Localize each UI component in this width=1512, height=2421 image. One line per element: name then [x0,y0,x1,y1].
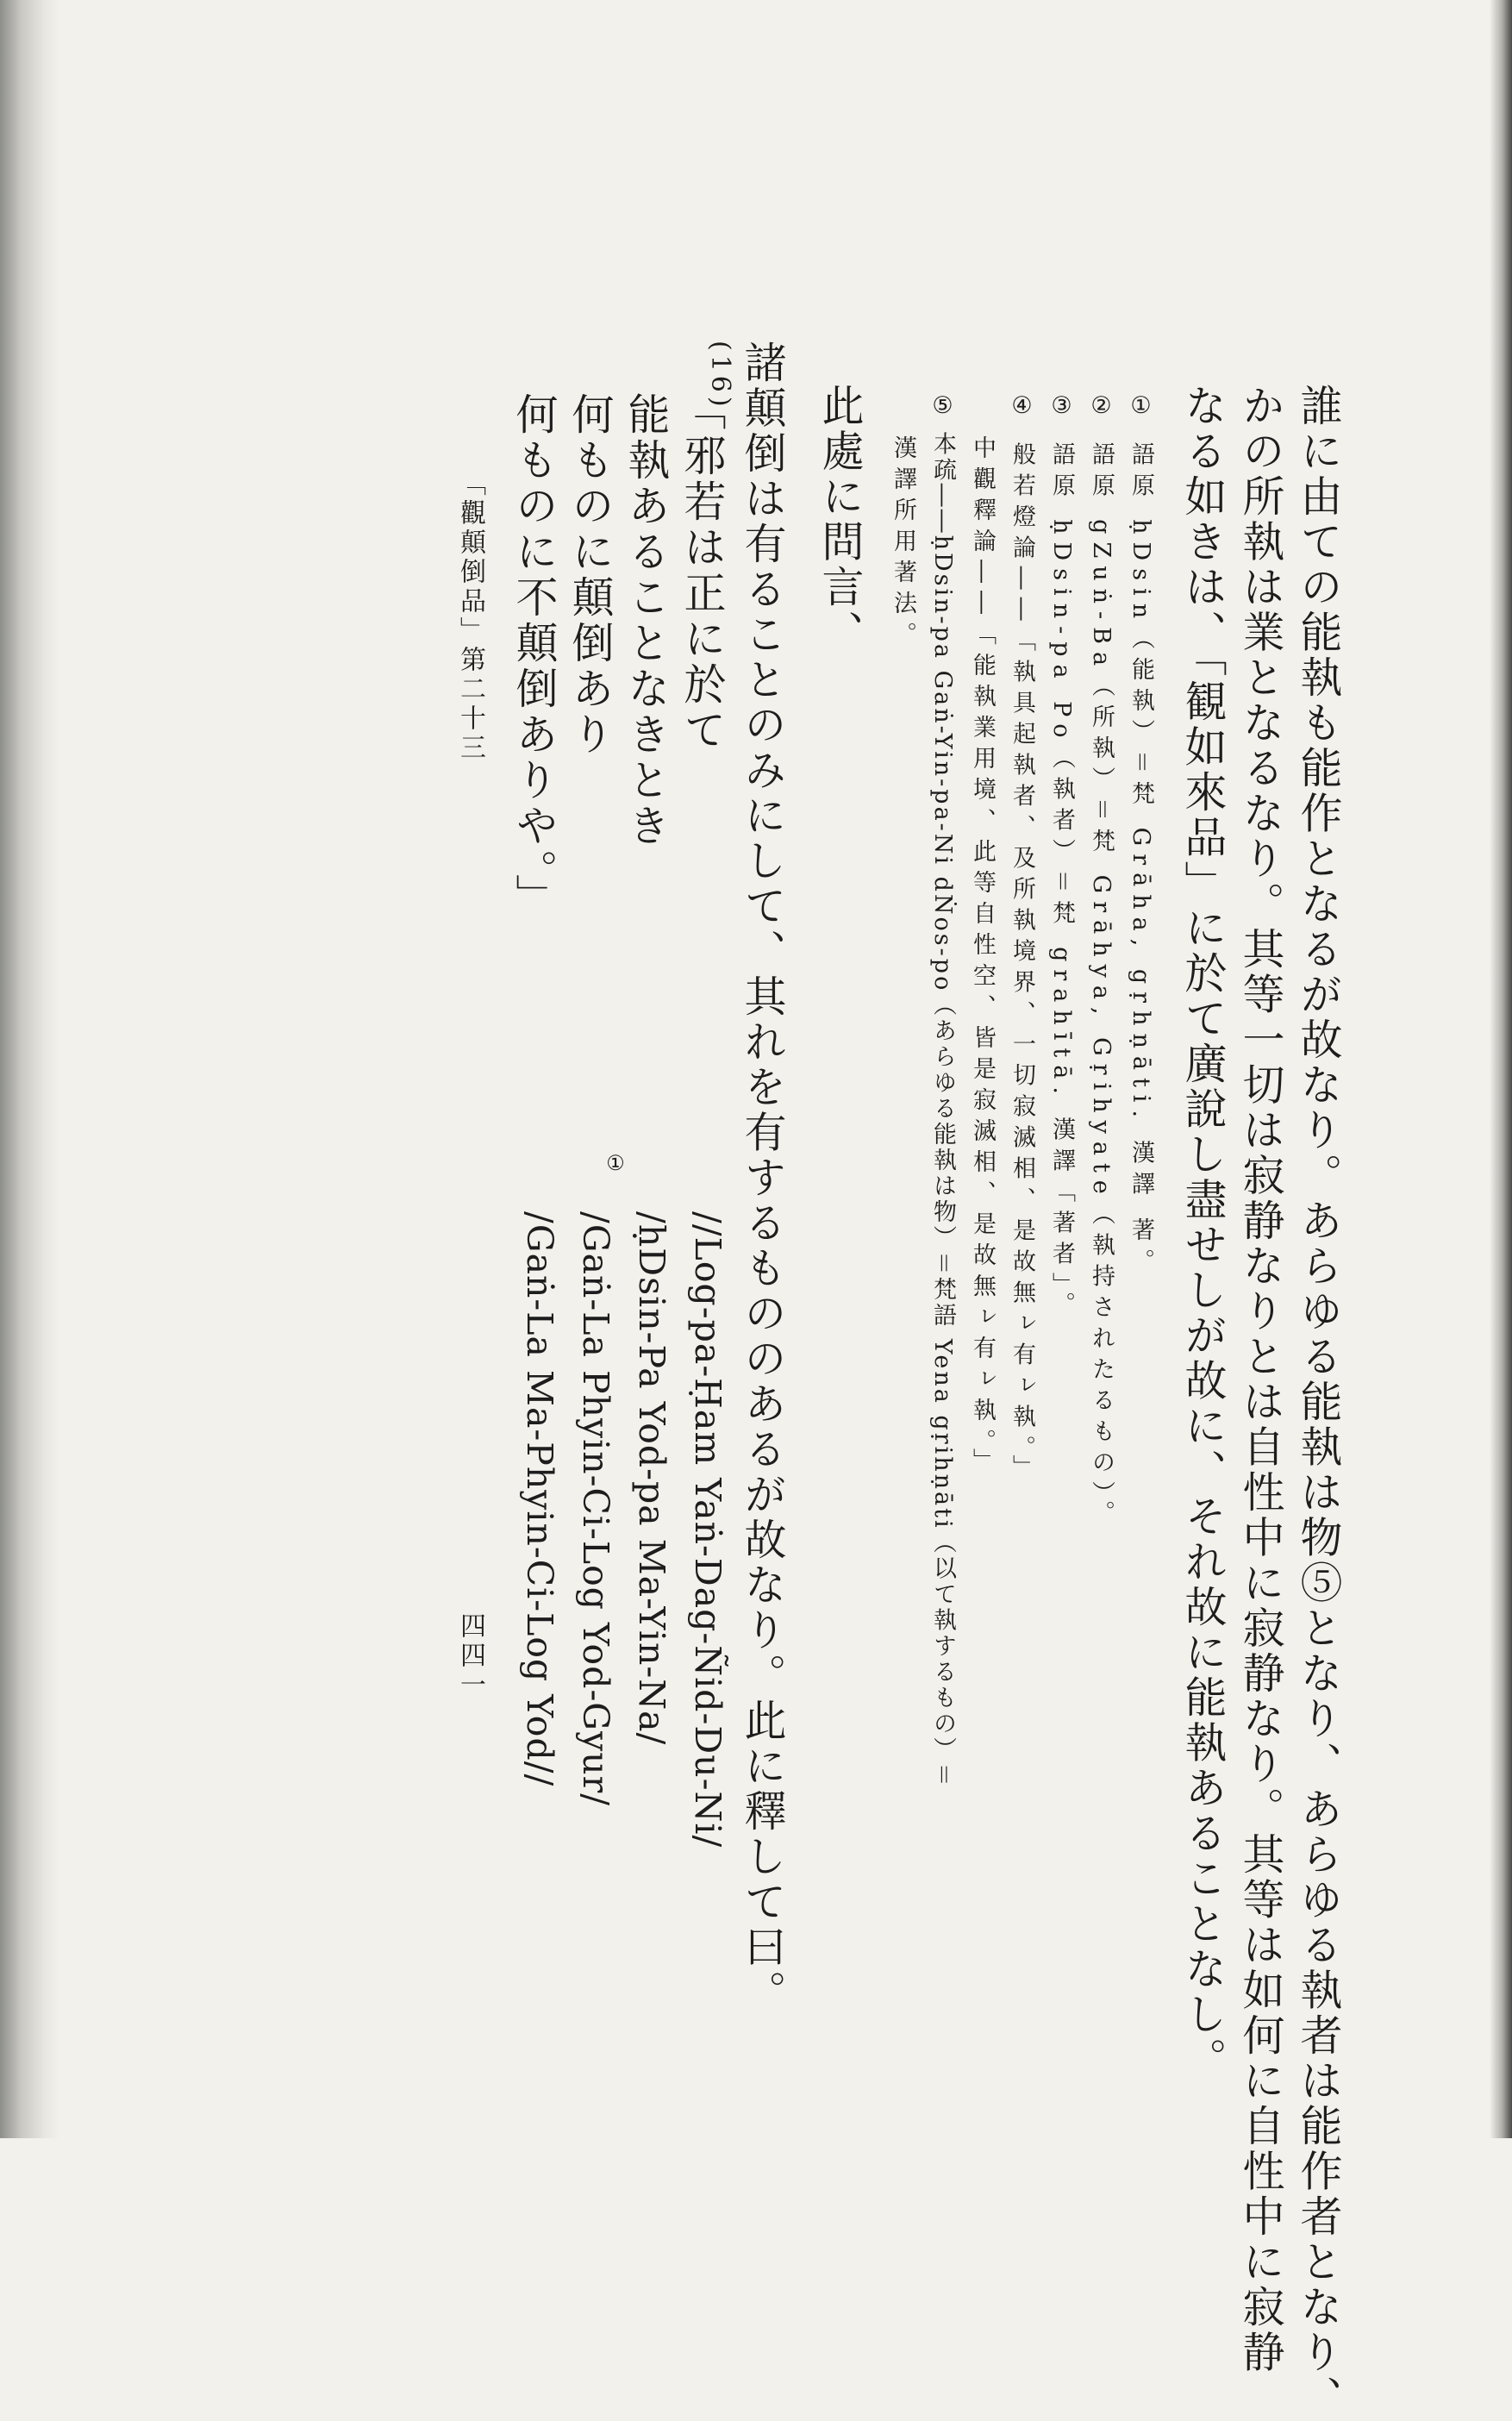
verse-line-2-japanese: 能執あることなきとき [622,392,671,849]
page-number: 四四一 [455,1612,485,1700]
verse-line-1-tibetan: //Log-pa-Ḥam Yaṅ-Dag-Ñid-Du-Ni/ [687,1211,728,1849]
verse-line-3-japanese: 何ものに顛倒あり [565,392,615,758]
page-gutter-left [0,0,60,2138]
note-1: ① 語原 ḥDsin（能執）＝梵 Grāha, gṛhṇāti. 漢譯 著。 [1128,392,1154,1280]
note-4-continued: 中觀釋論――「能執業用境、此等自性空、皆是寂滅相、是故無ㇾ有ㇾ執。」 [969,435,996,1480]
verse-line-3-tibetan: /Gaṅ-La Phyin-Ci-Log Yod-Gyur/ [575,1211,616,1807]
page-gutter-right [1490,0,1512,2138]
body-line-2: かの所執は業となるなり。其等一切は寂静なりとは自性中に寂静なり。其等は如何に自性中に寂静 [1236,384,1285,2375]
note-5: ⑤ 本疏――ḥDsin-pa Gaṅ-Yin-pa-Ni dṄos-po（あらゆる能執は物）＝梵語 Yena gṛihṇāti（以て執するもの）＝ [929,392,956,1789]
explain-line: 諸顛倒は有ることのみにして、其れを有するもののあるが故なり。此に釋して曰。 [738,341,787,2016]
chapter-label: 「觀顛倒品」第二十三 [455,470,485,763]
verse-line-4-tibetan: /Gaṅ-La Ma-Phyin-Ci-Log Yod// [519,1211,560,1787]
note-3: ③ 語原 ḥDsin-pa Po（執者）＝梵 grahītā. 漢譯「著者」。 [1048,392,1075,1323]
note-2: ② 語原 gZuṅ-Ba（所執）＝梵 Grāhya, Gṛihyate（執持されたるもの）。 [1088,392,1115,1532]
verse-line-4-japanese: 何ものに不顛倒ありや。」 [509,392,559,920]
note-5-continued: 漢譯所用著法。 [890,435,916,653]
note-4: ④ 般若燈論――「執具起執者、及所執境界、一切寂滅相、是故無ㇾ有ㇾ執。」 [1009,392,1035,1486]
verse-number: (16) [705,341,735,411]
body-line-3: なる如きは、「観如來品」に於て廣說し盡せしが故に、それ故に能執あることなし。 [1178,384,1228,2083]
verse-line-2-tibetan: /ḥDsin-Pa Yod-pa Ma-Yin-Na/ [631,1211,672,1746]
question-line: 此處に問言、 [815,384,865,655]
footnote-marker: ① [603,1151,628,1176]
verse-line-1-japanese: 「邪若は正に於て [678,388,727,754]
body-line-1: 誰に由ての能執も能作となるが故なり。あらゆる能執は物⑤となり、あらゆる執者は能作者となり、 [1294,384,1343,2421]
